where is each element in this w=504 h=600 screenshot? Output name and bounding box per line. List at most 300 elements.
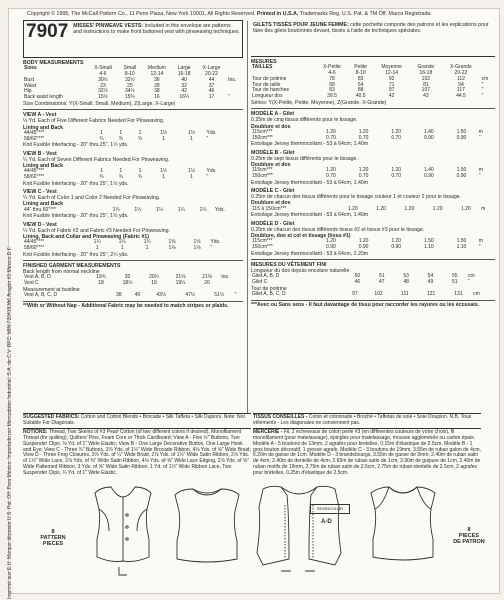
notions-title: NOTIONS: [23,428,48,435]
yardage-value: 1 [120,245,124,252]
view-line: 0.25m de chacun des tissus différents pour le tissage couleur 1 et couleur 2 pour le tissage. [251,194,462,201]
size-range: 8-10 [124,71,135,77]
yardage-value: 1 [162,174,166,180]
yardage-value: 1.40 [423,167,434,174]
yardage-unit: m [478,128,483,135]
view-block [23,189,243,220]
measurement-label: Waist [24,82,37,89]
pattern-description: Included in this envelope are patterns and instructions to make front buttoned vest with pinweaving techniques. [73,23,240,35]
yardage-value: 0.90 [326,244,336,251]
finished-label: Gilet C [252,279,268,286]
measurement-label: Tour de hanches [252,87,289,94]
vest-front-trim-drawing [257,486,341,565]
view-line: Doublure et dos [251,200,291,207]
yardage-table [23,169,243,181]
yardage-value: 1.20 [358,238,369,245]
measurement-value: 64 [357,81,364,88]
yardage-value: 1 [138,168,142,175]
size-range: 4-6 [328,70,336,76]
yardage-value: 1.20 [326,167,336,174]
interfacing-line: Knit Fusible Interfacing - 20" thru 25", 1½ yds. [23,213,129,220]
size-combinations: Size Combinations: Y(X-Small, Small, Medium), Z(Large, X-Large) [23,100,176,107]
measurement-unit: " [228,94,230,101]
yardage-value: 1⅛ [193,245,201,252]
yardage-value: 1⅛ [168,245,176,252]
view-line: Lining and Back [23,201,64,208]
yardage-table [251,239,495,251]
yardage-value: 0.70 [391,134,402,141]
view-title: MODÈLE C - Gilet [251,188,295,194]
yardage-unit: Yds. [206,129,217,136]
size-range: 12-14 [385,70,399,76]
yardage-value: 1.20 [326,238,336,245]
measurement-value: 88 [357,87,364,94]
sewncolor-logo: SEWNCOLOR [310,504,350,514]
view-title: VIEW B - Vest [23,150,57,157]
yardage-value: 1.20 [358,167,369,174]
measurement-value: 32½ [98,88,108,95]
yardage-value: 1.50 [456,238,467,245]
yardage-value: 1½ [160,168,168,175]
yardage-value: 1½ [188,168,195,175]
yardage-value: 0.90 [423,134,434,141]
finished-value: 51 [378,273,385,280]
yardage-value: 1 [162,135,166,142]
yardage-value: 1.20 [391,167,402,174]
yardage-value: 1 [100,168,103,175]
view-line: ¼ Yd. Each of Fabric #2 and Fabric #3 Needed For Pinweaving. [23,227,170,234]
yardage-unit: Yds. [214,206,225,213]
measurement-label: Longueur dos [252,93,283,100]
pattern-header [23,20,243,58]
pattern-detail-mark [119,567,127,575]
yardage-value: 0.70 [391,173,402,179]
fabric-width: 44/45"*** [24,239,45,246]
measurement-value: 97 [388,87,395,94]
view-block [251,188,495,219]
view-block [23,112,243,148]
size-range: 12-14 [150,71,164,77]
interfacing-line: Entoilage Jersey thermocollant - 53 à 64cm, 2.20m [251,250,369,257]
measurement-value: 40.5 [355,93,366,100]
view-line: Lining and Back [23,163,64,169]
fabric-width: 150cm*** [252,134,273,141]
finished-value: 20 [204,280,210,287]
measurement-value: 32 [181,82,187,89]
measurement-label: Tour de poitrine [252,75,287,82]
finished-value: 51 [452,279,458,286]
finished-value: 50 [354,273,361,280]
yardage-value: ¾ [118,135,123,142]
finished-unit: Ins. [221,274,230,281]
finished-value: 54 [427,273,434,280]
pattern-pieces-art [23,475,495,585]
measurement-value: 83 [329,87,335,94]
measurement-value: 71 [388,81,395,88]
yardage-value: 1¼ [177,206,185,213]
size-name: Large [177,65,191,72]
view-line: Lining and Back [23,124,64,131]
vest-back-drawing [175,489,239,562]
yardage-value: 0.90 [391,244,402,251]
finished-unit: " [234,292,237,299]
yardage-value: 1.10 [423,244,434,251]
size-range: 4-6 [99,71,107,77]
mesures-fini-table [251,274,495,286]
fabric-width: 115cm*** [252,238,273,245]
fabric-width: 58/60"*** [24,245,45,252]
finished-value: 55 [452,273,458,280]
view-line: 0.25m de chacun des tissus différents tissus #2 et tissus #3 pour le tissage. [251,226,425,233]
side-legal-text: Imprimé aux E.U. Marque déposée U.S. Pat. Off. Para México: Importado por Mercadotec Industrial, S.A. de C.V. RFC: MIN-720419JA6 Aragón #3 México D.F. [7,246,13,599]
yardage-value: 1.20 [326,128,336,135]
yardage-value: 0.70 [358,134,369,141]
size-name: X-Petite [323,64,341,71]
yardage-table [251,168,495,180]
yardage-value: ¾ [137,174,143,180]
finished-label: Vest A, B, D [24,274,51,281]
mesures-poitrine-table [251,292,495,298]
yardage-value: 1.20 [391,128,402,135]
yardage-value: 1¼ [143,239,151,246]
finished-value: 19¾ [96,274,106,281]
yardage-unit: " [478,173,481,179]
fabric-width: 115 à 150cm*** [252,205,287,212]
view-line: Doublure, dos et col et tissage (tissu #1) [251,233,351,240]
measurement-value: 112 [456,75,465,82]
finished-value: 102 [374,291,383,298]
measurement-value: 23 [100,82,106,89]
yardage-value: 1.20 [391,238,402,245]
measurement-value: 102 [421,75,431,82]
finished-value: 43½ [156,292,167,299]
yardage-value: 1 [190,135,193,142]
yardage-table [23,240,243,252]
yardage-unit: " [206,174,209,180]
size-range: 16-18 [419,70,433,76]
finished-value: 21⅛ [175,274,186,281]
view-line: 0.25m de cinq tissus différents pour le tissage. [251,117,358,124]
views-range-label: A-D [321,519,332,525]
view-line: ¼ Yd. Each of Color 1 and Color 2 Needed For Pinweaving. [23,195,161,202]
measurement-value: 42 [181,88,187,95]
view-title: MODÈLE B - Gilet [251,149,295,156]
yardage-value: 1.50 [423,238,434,245]
yardage-value: 1.20 [358,128,369,135]
fabric-width: 44/45"*** [24,168,45,175]
pattern-number: 7907 [26,21,69,42]
yardage-value: 0.90 [358,244,369,251]
yardage-value: 1.40 [423,128,434,135]
vest-back-collar-drawing [371,487,435,560]
yardage-value: 1.20 [376,205,386,212]
finished-unit: cm [468,273,475,280]
nap-note-en: **With or Without Nap - Additional Fabric may be needed to match stripes or plaids. [23,303,229,310]
measurement-value: 16 [154,94,160,101]
measurement-value: 58 [329,81,335,88]
sizes-label: Sizes [24,65,37,72]
measurement-label: Bust [24,76,35,83]
size-name: Moyenne [381,64,402,71]
measurement-value: 16¼ [179,94,190,101]
measurement-value: 38 [154,88,160,95]
measurement-value: 94 [458,81,464,88]
yardage-value: 0.70 [326,134,336,141]
finished-value: 18½ [122,280,133,287]
measurement-unit: " [481,81,484,88]
finished-value: 47 [378,279,385,286]
copyright-line: Copyright © 1995, The McCall Pattern Co., 11 Penn Plaza, New York 10001, All Rights Reserved. Printed in U.S.A. Trademarks Reg. U.S. Pat. & TM Off. Marca Registrada [27,11,431,17]
measurement-value: 28 [154,82,160,89]
view-line: Doublure et dos [251,123,291,130]
measurement-value: 42 [388,93,395,100]
finished-value: 20 [124,274,131,281]
nap-note-fr: ***Avec ou Sans sens - Il faut davantage de tissu pour raccorder les rayures ou les écossais. [251,302,480,309]
view-line: ¼ Yd. Each of Seven Different Fabrics Needed For Pinweaving. [23,156,170,163]
finished-value: 40 [134,292,141,299]
fabric-width: 115cm*** [252,128,273,135]
views-yardage-en [23,112,243,258]
fabrics-notions-section: SUGGESTED FABRICS: Cotton and Cotton Blends • Brocade • Silk Taffeta • Silk Dupioni. Note: Not Suitable For Diagonals. NOTIONS: Thread, Two Skeins of #3 Pearl Cotton (of two different colors if desired), Monofilament Thread (for quilting), Quilters' Pins, Foam Core or Thick Cardboard; View A - Five ½" Buttons, Two Suspender Clips, ⅛ Yd. of 1" Wide Elastic; View B - One Large Decorative Button, One Large Hook and Eye; View C - Three ¾" Buttons, 3⅞ Yds. of 1½" Wide Brocade Ribbon, 4⅛ Yds. of ⅝" Wide Braid; View D - Three Frog Closures, 3⅞ Yds. of ¼" Wide Braid, 2⅞ Yds. of 1½" Wide Satin Ribbon, 2⅞ Yds. of 1½" Wide Lace, 2⅞ Yds. of ⅜" Wide Satin Ribbon, 4⅛ Yds. of ⅜" Wide Lace Edging, 2⅞ Yds. of ⅝" Wide Patterned Ribbon, 3 Yds. of ⅝" Wide Satin Ribbon, 1 Yd. of 1½" Wide Ribbon Lace, Two Suspender Clips, ¼ Yd. of 1" Wide Elastic. TISSUS CONSEILLÉS - Coton et cotonnade • Broché • Taffetas de soie • Soie Doupion. N.B. Tous vêtements - Les diagonales ne conviennent pas. MERCERIE - Fil, 2 écheveaux de coton perlé #3 (en différentes couleurs de votre choix), fil monofilament (pour matelassage), épingles pour matelassage, mousse agglomérée ou carton épais. Modèle A - 5 boutons de 13mm, 2 agrafes pour bretelles, 0.15m d'élastique de 2.5cm. Modèle B - 1 gros bouton décoratif, 1 grosse agrafe. Modèle C - 3 boutons de 19mm, 3.55m de ruban galon de 4cm, 6.20m de ganse de 1cm. Modèle D - 3 brandebourgs, 3.55m de ganse de 3mm, 2.40m de ruban satin de 4cm, 2.40m de dentelle de 4cm, 2.65m de ruban satin de 1cm, 3.90m de guipure de 1cm, 2.40m de ruban motifs de 19mm, 2.75m de ruban satin de 2.5cm, 2.75m de ruban-dentelle de 2.5cm, 2 agrafes pour bretelles, 0.25m d'élastique de 2.5cm. [23,414,481,477]
finished-label: Gilet A, B, C, D [252,291,286,298]
finished-value: 49 [427,279,434,286]
view-line: Doublure et dos [251,162,291,168]
fabric-width: 115cm*** [252,167,273,174]
fabric-width: 150cm*** [252,244,273,251]
interfacing-line: Knit Fusible Interfacing - 20" thru 25", 2¼ yds. [23,251,129,258]
pattern-envelope-back [7,8,500,599]
measurement-value: 46 [208,88,215,95]
finished-measurements-title: FINISHED GARMENT MEASUREMENTS [23,263,121,270]
finished-bust-table [23,293,243,299]
measurement-value: 17 [208,94,215,101]
pieces-de-patron-label: 8 PIECES DE PATRON [453,527,485,545]
yardage-value: 1¼ [199,206,207,213]
measurement-value: 44 [208,76,215,83]
finished-value: 21⅛ [202,274,212,281]
yardage-value: 1⅝ [168,239,176,246]
finished-value: 111 [401,291,409,298]
yardage-value: 1¼ [118,239,126,246]
measurement-value: 40 [181,76,187,83]
measurement-value: 15¾ [124,94,135,101]
measurement-unit: " [481,87,484,94]
yardage-unit: Yds. [210,239,221,246]
yardage-value: 1.10 [456,244,467,251]
yardage-value: 0.90 [456,173,467,179]
finished-value: 131 [454,291,463,298]
finished-row [251,292,495,298]
view-block [251,150,495,186]
view-block [251,111,495,147]
yardage-value: 1 [190,174,193,180]
fabric-width: 58/60"*** [24,135,45,142]
measurement-label: Tour de taille [252,81,281,88]
size-range: 20-22 [454,70,468,76]
measurement-value: 36 [154,76,160,83]
yardage-value: 1 [119,168,123,175]
yardage-value: ¾ [99,174,104,180]
measurement-value: 32½ [124,76,135,83]
finished-value: 46 [354,279,361,286]
measurement-value: 34½ [124,88,135,95]
finished-value: 97 [352,291,358,298]
yardage-value: 1¼ [112,206,120,213]
finished-label: Vest C [24,280,39,287]
finished-row [23,293,243,299]
vest-front-drawing [95,487,151,562]
yardage-value: 1⅝ [193,239,201,246]
sizes-label: TAILLES [252,64,273,71]
finished-value: 51½ [214,292,224,299]
view-block [23,151,243,187]
measurement-value: 30½ [98,76,108,83]
finished-value: 19¼ [175,280,186,287]
measurement-value: 92 [388,75,395,82]
view-line: Lining, Back and Collar and Pinweaving (Fabric #1) [23,234,149,241]
yardage-unit: " [478,134,481,141]
yardage-unit: Yds. [206,168,217,175]
finished-label: Gilet A, B, D [252,273,280,280]
measurement-value: 39.5 [327,93,337,100]
view-title: VIEW C - Vest [23,189,57,195]
finished-unit: cm [473,291,480,298]
yardage-value: 0.90 [423,173,434,179]
finished-value: 47½ [185,292,196,299]
yardage-table [251,130,495,142]
fabric-width: 150cm*** [252,173,273,179]
yardage-value: 1.20 [461,205,471,212]
view-title: VIEW A - Vest [23,112,57,119]
yardage-value: 1 [145,245,149,252]
vest-line-drawings [23,475,495,585]
size-name: X-Small [94,65,112,72]
yardage-value: 1 [100,129,103,136]
finished-value: 53 [403,273,409,280]
english-column: 7907 MISSES' PINWEAVE VESTS: Included in this envelope are patterns and instructions to make front buttoned vest with pinweaving techniques. BODY MEASUREMENTS Sizes X-Small Small Medium Large X-Large 4-6 8-10 12-14 16-18 20-22 Bust 30½ 32½ 36 40 44 Ins. Waist 23 25 28 32 37 Hip 32½ 34½ 38 42 46 Back waist length 15½ 15¾ 16 16¼ 17 " Size Combinations: Y(X-Small, Small, Medium), Z(Large, X-Large) VIEW A - Vest ¼ Yd. Each of Five Different Fabrics Needed For Pinweaving. Lining and Back 44/45"*** 1 1 1 1½ 1½ Yds. 58/60"*** ¾ ¾ ¾ 1 1 " Knit Fusible Interfacing - 20" thru 25", 1½ yds. VIEW B - Vest ¼ Yd. Each of Seven Different Fabrics Needed For Pinweaving. Lining and Back 44/45"*** 1 1 1 1½ 1½ Yds. 58/60"*** ¾ ¾ ¾ 1 1 " Knit Fusible Interfacing - 20" thru 25", 1½ yds. VIEW C - Vest ¼ Yd. Each of Color 1 and Color 2 Needed For Pinweaving. Lining and Back 44" thru 60"*** 1¼ 1¼ 1¼ 1¼ 1¼ Yds. Knit Fusible Interfacing - 20" thru 25", 1½ yds. VIEW D - Vest ¼ Yd. Each of Fabric #2 and Fabric #3 Needed For Pinweaving. Lining, Back and Collar and Pinweaving (Fabric #1) 44/45"*** 1¼ 1¼ 1¼ 1⅝ 1⅝ Yds. 58/60"*** 1 1 1 1⅛ 1⅛ " Knit Fusible Interfacing - 20" thru 25", 2¼ yds. FINISHED GARMENT MEASUREMENTS Back length from normal neckline Vest A, B, D 19¾ 20 20¼ 21⅛ 21⅛ Ins. Vest C 18 18½ 19 19¼ 20 Measurement at bustline Vest A, B, C, D 38 40 43½ 47½ 51½ " **With or Without Nap - Additional Fabric may be needed to match stripes or plaids. [23,20,243,310]
finished-length-table [23,275,243,287]
yardage-value: 0.70 [326,173,336,179]
finished-value: 19 [151,280,157,287]
yardage-unit: " [210,245,213,252]
interfacing-line: Entoilage Jersey thermocollant - 53 à 64cm, 1.40m [251,141,369,148]
yardage-value: 1 [138,129,142,136]
suggested-fabrics-title: SUGGESTED FABRICS: [23,414,80,420]
measurement-value: 44.5 [456,93,466,100]
yardage-value: ¾ [137,135,143,142]
measurement-unit: cm [481,75,489,82]
finished-label: Vest A, B, C, D [24,292,58,299]
yardage-value: 1 [119,129,123,136]
yardage-value: 1.20 [404,205,415,212]
view-block [251,221,495,257]
yardage-value: 1 [95,245,99,252]
yardage-value: 1¼ [156,206,164,213]
interfacing-line: Entoilage Jersey thermocollant - 53 à 64cm, 1.40m [251,212,369,219]
size-name: Petite [354,64,368,71]
yardage-value: 0.90 [456,134,467,141]
size-name: Small [123,65,137,72]
size-name: Medium [148,65,166,72]
finished-value: 20¼ [149,274,159,281]
measurement-value: 25 [127,82,133,89]
body-measurements-table [23,66,243,101]
view-line: 0.25m de sept tissus différents pour le tissage. [251,155,358,162]
yardage-value: 1¼ [134,206,142,213]
measurement-value: 37 [208,82,215,89]
mesures-table [251,65,495,100]
pattern-pieces-label: 8 PATTERN PIECES [40,529,66,547]
size-range: 16-18 [177,71,191,77]
yardage-value: 1.50 [456,128,467,135]
yardage-unit: m [478,238,483,245]
view-title: MODÈLE D - Gilet [251,220,295,227]
measurement-unit: Ins. [228,76,237,83]
size-name: X-Large [202,65,221,72]
fabric-width: 44/45"*** [24,129,45,136]
yardage-value: 1.20 [347,205,358,212]
size-range: 20-22 [205,71,218,77]
yardage-value: 1½ [160,129,168,136]
body-measurements-title: BODY MEASUREMENTS [23,60,84,66]
measurement-label: Back waist length [24,94,63,101]
finished-value: 18 [98,280,104,287]
yardage-unit: " [206,135,209,142]
yardage-value: ¾ [118,174,123,180]
french-header: GILETS TISSÉS POUR JEUNE FEMME: cette pochette comporte des patrons et les explications pour faire des gilets boutonnés devant, tissés à l'aide de techniques spéciales. [251,20,495,57]
yardage-value: 1½ [188,129,195,136]
measurement-value: 15½ [98,94,108,101]
interfacing-line: Entoilage Jersey thermocollant - 53 à 64cm, 1.40m [251,179,369,186]
yardage-value: ¾ [99,135,104,142]
size-name: Grande [417,64,435,71]
pattern-title: MISSES' PINWEAVE VESTS: [73,23,144,29]
view-line: ¼ Yd. Each of Five Different Fabrics Needed For Pinweaving. [23,118,165,125]
measurement-value: 117 [456,87,465,94]
yardage-unit: " [478,244,481,251]
measurement-value: 81 [423,81,429,88]
yardage-value: 0.70 [358,173,369,179]
measurement-unit: " [481,93,484,100]
yardage-table [23,131,243,143]
finished-value: 48 [403,279,409,286]
measurement-value: 78 [329,75,335,82]
measurement-value: 43 [423,93,429,100]
fabric-width: 58/60"*** [24,174,45,180]
views-yardage-fr [251,111,495,257]
interfacing-line: Knit Fusible Interfacing - 20" thru 25", 1½ yds. [23,180,129,187]
size-range: 8-10 [355,70,366,76]
measurement-value: 83 [357,75,364,82]
view-title: VIEW D - Vest [23,221,57,228]
measurement-value: 107 [421,87,431,94]
view-block [23,222,243,258]
yardage-value: 1¼ [93,239,101,246]
yardage-unit: m [478,167,483,174]
yardage-unit: m [481,205,486,212]
finished-value: 38 [116,292,122,299]
measurement-label: Hip [24,88,32,95]
finished-value: 121 [427,291,436,298]
view-title: MODÈLE A - Gilet [251,111,295,118]
yardage-value: 1.20 [432,205,443,212]
yardage-value: 1.50 [456,167,467,174]
size-name: X-Grande [450,64,472,71]
finished-unit: " [468,279,470,286]
fabric-width: 44" thru 60"*** [24,206,56,213]
french-column: GILETS TISSÉS POUR JEUNE FEMME: cette pochette comporte des patrons et les explications pour faire des gilets boutonnés devant, tissés à l'aide de techniques spéciales. MESURES TAILLES X-Petite Petite Moyenne Grande X-Grande 4-6 8-10 12-14 16-18 20-22 Tour de poitrine 78 83 92 102 112 cm Tour de taille 58 64 71 81 94 " Tour de hanches 83 88 97 107 117 " Longueur dos 39.5 40.5 42 43 44.5 " Séries: Y(X-Petite, Petite, Moyenne), Z(Grande, X-Grande) MODÈLE A - Gilet 0.25m de cinq tissus différents pour le tissage. Doublure et dos 115cm*** 1.20 1.20 1.20 1.40 1.50 m 150cm*** 0.70 0.70 0.70 0.90 0.90 " Entoilage Jersey thermocollant - 53 à 64cm, 1.40m MODÈLE B - Gilet 0.25m de sept tissus différents pour le tissage. Doublure et dos 115cm*** 1.20 1.20 1.20 1.40 1.50 m 150cm*** 0.70 0.70 0.70 0.90 0.90 " Entoilage Jersey thermocollant - 53 à 64cm, 1.40m MODÈLE C - Gilet 0.25m de chacun des tissus différents pour le tissage couleur 1 et couleur 2 pour le tissage. Doublure et dos 115 à 150cm*** 1.20 1.20 1.20 1.20 1.20 m Entoilage Jersey thermocollant - 53 à 64cm, 1.40m MODÈLE D - Gilet 0.25m de chacun des tissus différents tissus #2 et tissus #3 pour le tissage. Doublure, dos et col et tissage (tissu #1) 115cm*** 1.20 1.20 1.20 1.50 1.50 m 150cm*** 0.90 0.90 0.90 1.10 1.10 " Entoilage Jersey thermocollant - 53 à 64cm, 2.20m MESURES DU VÊTEMENT FINI Longueur du dos depuis encolure naturelle Gilet A, B, D 50 51 53 54 55 cm Gilet C 46 47 48 49 51 " Tour de poitrine Gilet A, B, C, D 97 102 111 121 131 cm ***Avec ou Sans sens - Il faut davantage de tissu pour raccorder les rayures ou les écossais. [251,20,495,309]
interfacing-line: Knit Fusible Interfacing - 20" thru 25", 1½ yds. [23,142,129,149]
